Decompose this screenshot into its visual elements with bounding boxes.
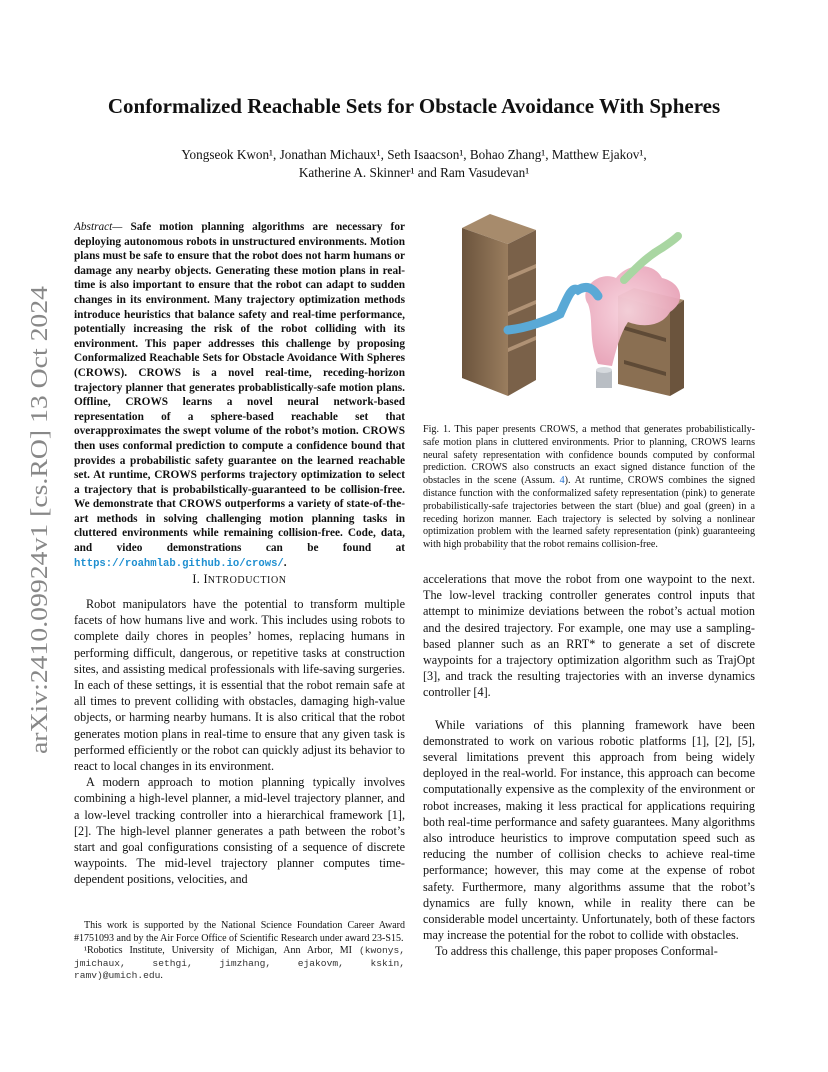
paragraph: While variations of this planning framework have been demonstrated to work on various robotic platforms [1], [2], [5], several limitations prevent this approach from being widely deployed in the real-world. For instance, this approach can become computationally expensive as the complexity of the environment or robot increases, making it less practical for applications requiring both real-time performance and safety guarantees. Many algorithms also introduce heuristics to improve computation speed such as reducing the number of collision checks to achieve real-time performance; however, this may come at the expense of robot safety. Furthermore, many algorithms assume that the robot’s dynamics are fully known, while in reality there can be considerable model uncertainty. Unfortunately, both of these factors may increase the potential for the robot to collide with obstacles.: [423, 717, 755, 943]
arxiv-stamp-text: arXiv:2410.09924v1 [cs.RO] 13 Oct 2024: [27, 348, 53, 754]
footnote: [74, 920, 405, 983]
paragraph: A modern approach to motion planning typically involves combining a high-level planner, a mid-level trajectory planner, and a low-level tracking controller into a hierarchical framework [1], [2]. The high-level planner generates a path between the robot’s start and goal configurations consisting of a sequence of discrete waypoints. The mid-level trajectory planner computes time-dependent positions, velocities, and: [74, 775, 405, 887]
caption-text: Fig. 1. This paper presents CROWS, a method that generates probabilistically-safe motion plans in cluttered environments. Prior to planning, CROWS learns neural safety representation with confidence bounds computed by conformal prediction. CROWS also constructs an exact signed distance function of the obstacles in the scene (Assum.: [423, 424, 755, 487]
abstract-end: .: [283, 556, 287, 569]
paragraph: Robot manipulators have the potential to transform multiple facets of how humans live and work. This includes using robots to complete daily chores in peoples’ homes, replacing humans in performing difficult, dangerous, or repetitive tasks at construction sites, and assisting medical professionals with life-saving surgeries. In each of these settings, it is essential that the robot remain safe at all times to prevent colliding with obstacles, damaging high-value objects, or harming nearby humans. It is also critical that the robot generates motion plans in real-time to ensure that any given task is performed efficiently or the robot can quickly adjust its behavior to react to local changes in its environment.: [74, 597, 405, 774]
robot-scene-illustration: [448, 200, 734, 400]
section-title-rest: NTRODUCTION: [207, 575, 287, 586]
section-heading-introduction: [74, 572, 405, 587]
affiliation-end: .: [160, 970, 163, 982]
author-list: [120, 146, 708, 182]
paragraph: To address this challenge, this paper proposes Conformal-: [435, 944, 718, 959]
paper-title: Conformalized Reachable Sets for Obstacle Avoidance With Spheres: [107, 94, 721, 118]
project-link[interactable]: https://roahmlab.github.io/crows/: [74, 557, 284, 570]
assumption-reference[interactable]: 4: [559, 475, 565, 487]
section-numeral: I.: [192, 572, 204, 586]
abstract-text: Safe motion planning algorithms are necessary for deploying autonomous robots in unstructured environments. Motion plans must be safe to ensure that the robot does not harm humans or damage any nearby objects. Generating these motion plans in real-time is also important to ensure that the robot can adapt to sudden changes in its environment. Many trajectory optimization methods introduce heuristics that balance safety and real-time performance, potentially increasing the risk of the robot colliding with its environment. This paper addresses this challenge by proposing Conformalized Reachable Sets for Obstacle Avoidance With Spheres (CROWS). CROWS is a novel real-time, receding-horizon trajectory planner that generates probablistically-safe motion plans. Offline, CROWS learns a novel neural network-based representation of a sphere-based reachable set that overapproximates the swept volume of the robot’s motion. CROWS then uses conformal prediction to compute a confidence bound that provides a probabilistic safety guarantee on the learned reachable set. At runtime, CROWS performs trajectory optimization to select a trajectory that is probabilstically-guaranteed to be collision-free. We demonstrate that CROWS outperforms a variety of state-of-the-art methods in solving challenging motion planning tasks in cluttered environments while remaining collision-free. Code, data, and video demonstrations can be found at: [74, 221, 405, 555]
funding-note: This work is supported by the National Science Foundation Career Award #1751093 and by the Air Force Office of Scientific Research under award 23-S15.: [74, 920, 405, 944]
figure-1-image: [448, 200, 734, 400]
affiliation-text: ¹Robotics Institute, University of Michigan, Ann Arbor, MI: [84, 945, 359, 957]
affiliation-note: [74, 945, 405, 983]
figure-1-caption: [423, 424, 755, 552]
caption-text-end: ). At runtime, CROWS combines the signed distance function with the conformalized safety representation (pink) to generate probabilistically-safe trajectories between the start (blue) and goal (green) in a receding horizon manner. Each trajectory is selected by solving a nonlinear optimization problem with the learned safety representation (pink) guaranteeing with high probability that the robot remains collision-free.: [423, 475, 755, 551]
authors-line-2: Katherine A. Skinner¹ and Ram Vasudevan¹: [298, 165, 530, 180]
arxiv-identifier-stamp: [24, 286, 56, 754]
abstract-lead: Abstract—: [74, 221, 123, 233]
intro-right-column: [423, 571, 755, 960]
left-shelf: [462, 214, 536, 396]
intro-left-column: [74, 596, 405, 888]
section-first-letter: I: [203, 572, 208, 586]
paragraph: accelerations that move the robot from one waypoint to the next. The low-level tracking controller generates control inputs that attempt to minimize deviations between the robot’s actual motion and the desired trajectory. For example, one may use a sampling-based planner such as an RRT* to generate a set of discrete waypoints for a trajectory optimization algorithm such as TrajOpt [3], and track the resulting trajectories with an inverse dynamics controller [4].: [423, 572, 755, 700]
author-emails: (kwonys, jmichaux, sethgi, jimzhang, ejakovm, kskin, ramv)@umich.edu: [74, 945, 405, 982]
abstract: [74, 220, 405, 571]
authors-line-1: Yongseok Kwon¹, Jonathan Michaux¹, Seth Isaacson¹, Bohao Zhang¹, Matthew Ejakov¹,: [181, 147, 647, 162]
